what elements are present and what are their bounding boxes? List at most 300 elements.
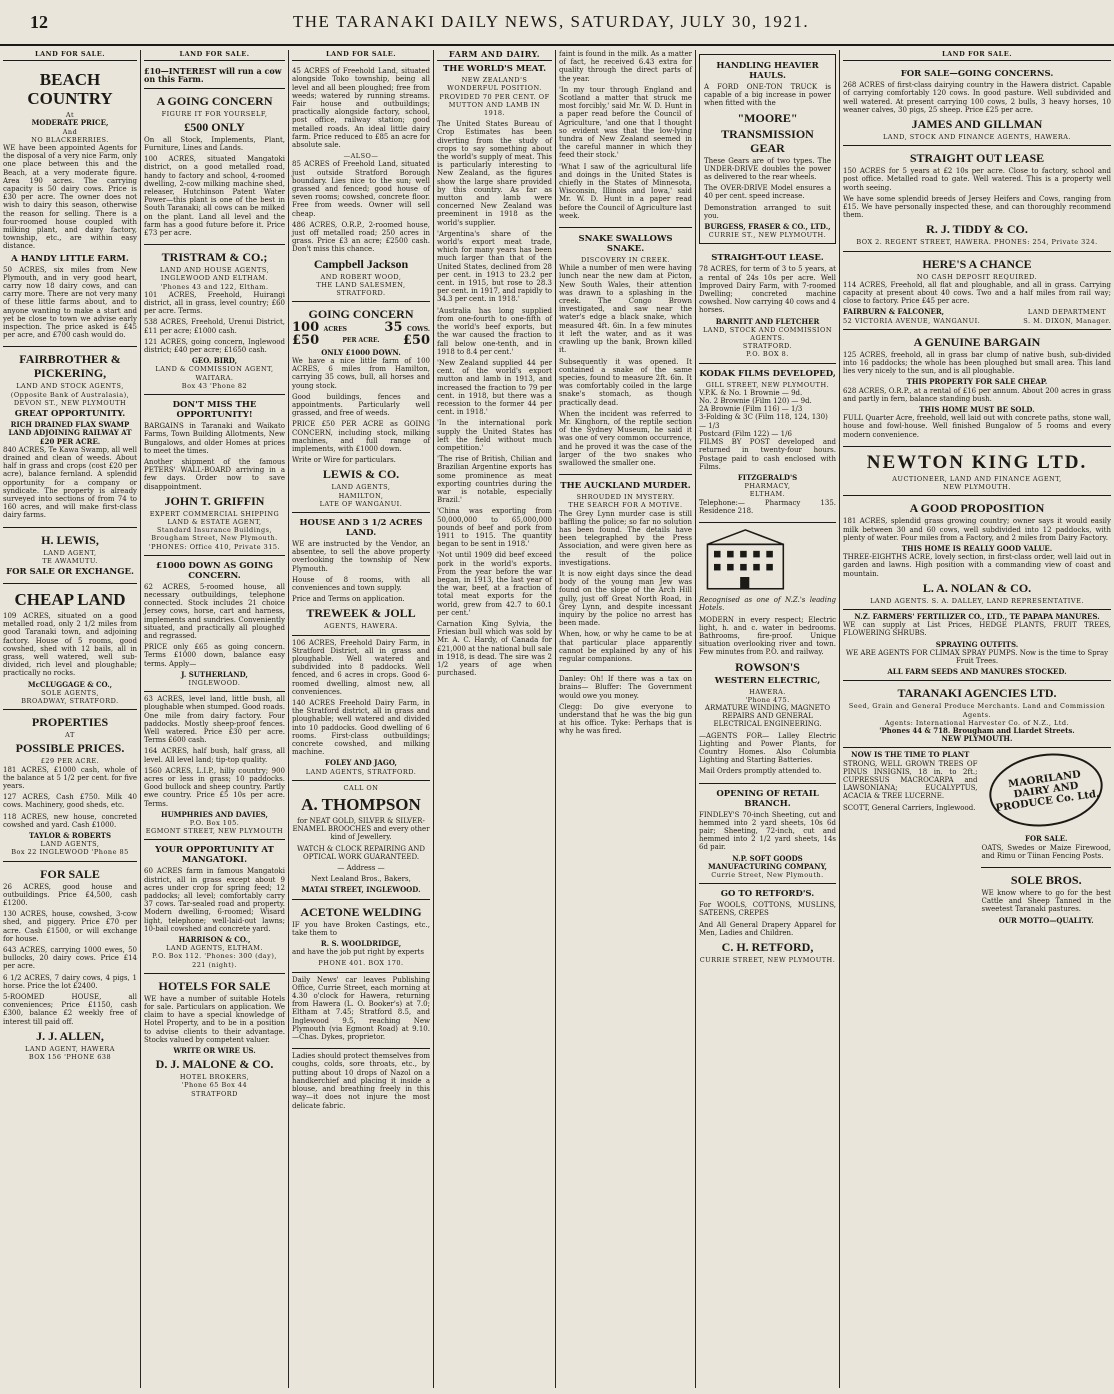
article-subtitle: THE SEARCH FOR A MOTIVE. bbox=[568, 501, 683, 510]
advert-text: STRONG, WELL GROWN TREES OF PINUS INSIGNIS, 18 in. to 2ft.; CUPRESSUS MACROCARPA and LAWSONIANA; EUCALYPTUS, ACACIA & TREE LUCERNE. bbox=[843, 759, 978, 801]
article-title: SNAKE SWALLOWS SNAKE. bbox=[578, 234, 673, 255]
advert-text: 62 ACRES, 5-roomed house, all necessary outbuildings, telephone connected. Stock includes 21 choice Jersey cows, horse, cart and harness, implements and sundries. Conveniently situated, and practically all ploughed and regrassed. bbox=[144, 582, 285, 640]
advert-text: 1560 ACRES, L.I.P., hilly country; 900 acres or less in grass; 10 paddocks. Good bullock and sheep country. Partly ewe country. Price £5 10s per acre. Terms. bbox=[144, 766, 285, 808]
advert-text: On all Stock, Implements, Plant, Furniture, Lines and Lands. bbox=[144, 135, 285, 153]
advert-good-proposition bbox=[843, 496, 1111, 610]
advert-text: Mail Orders promptly attended to. bbox=[699, 767, 822, 776]
advert-title: POSSIBLE PRICES. bbox=[15, 741, 125, 756]
advert-agent: THE LAND SALESMEN, bbox=[316, 280, 406, 289]
advert-for-sale bbox=[3, 862, 137, 1066]
advert-agent: MATAI STREET, INGLEWOOD. bbox=[301, 885, 421, 895]
advert-fertilizer bbox=[843, 610, 1111, 681]
advert-agent: BURGESS, FRASER & CO., LTD., bbox=[704, 222, 831, 232]
advert-right-stack bbox=[981, 748, 1111, 928]
advert-kodak bbox=[699, 364, 836, 523]
advert-sub: 'Phones 43 and 122, Eltham. bbox=[160, 282, 269, 291]
column-7 bbox=[840, 50, 1114, 1388]
advert-title: PROPERTIES bbox=[31, 715, 109, 730]
advert-title: FOR SALE. bbox=[1024, 834, 1068, 844]
article-text: 'In my tour through England and Scotland a matter that struck me most forcibly,' said Mr. W. D. Hunt in a paper read before the Council of Agriculture, 'and one that I thought so evident was that the low-lying tundra of New Zealand seemed in the careful manner in which they feed their stock.' bbox=[559, 85, 692, 160]
article-text: The Grey Lynn murder case is still baffling the police; so far no solution has been found. The details have been telegraphed by the Press Association, and were given here as the result of the police investigations. bbox=[559, 509, 692, 567]
advert-agent: FOLEY AND JAGO, bbox=[325, 758, 397, 768]
price-row: No. 2 Brownie (Film 120) — 9d. bbox=[699, 397, 812, 406]
advert-agent: HAMILTON, bbox=[338, 491, 384, 500]
advert-agent: LAND DEPARTMENT bbox=[1027, 308, 1107, 317]
page-number: 12 bbox=[30, 11, 48, 32]
advert-title: STRAIGHT-OUT LEASE. bbox=[711, 253, 824, 264]
advert-title: FAIRBROTHER & PICKERING, bbox=[19, 352, 121, 381]
advert-title: HERE'S A CHANCE bbox=[922, 256, 1032, 271]
advert-taranaki-agencies bbox=[843, 681, 1111, 748]
advert-title: GOING CONCERN bbox=[308, 307, 414, 322]
advert-agent: OUR MOTTO—QUALITY. bbox=[998, 915, 1094, 925]
price-row: 2A Brownie (Film 116) — 1/3 bbox=[699, 405, 803, 414]
advert-thompson bbox=[292, 781, 430, 900]
advert-agent: CURRIE ST., NEW PLYMOUTH. bbox=[708, 231, 827, 240]
advert-text: For WOOLS, COTTONS, MUSLINS, SATEENS, CREPES bbox=[699, 901, 836, 918]
advert-title: N.Z. FARMERS' FERTILIZER CO., LTD., TE PAPAPA MANURES. bbox=[854, 611, 1100, 621]
advert-title: CHEAP LAND bbox=[14, 589, 126, 609]
advert-hotels bbox=[144, 974, 285, 1102]
advert-sub: LAND AGENT, bbox=[43, 548, 97, 557]
advert-figure-label: COWS. bbox=[407, 326, 430, 334]
advert-agent: NEW PLYMOUTH. bbox=[941, 734, 1013, 744]
advert-agent: Standard Insurance Buildings, Brougham Street, New Plymouth. bbox=[151, 526, 278, 543]
advert-text: FINDLEY'S 70-inch Sheeting, cut and hemmed into 2 yard sheets, 10s 6d pair; Sheeting, 72-inch, cut and hemmed into 2 1/2 yard sheets, 14s 6d pair. bbox=[699, 810, 836, 852]
advert-text: 130 ACRES, house, cowshed, 3-cow shed, and piggery. Price £70 per acre. Cash £1500, or will exchange for house. bbox=[3, 910, 137, 943]
column-header: LAND FOR SALE. bbox=[144, 50, 285, 61]
price-row: Postcard (Film 122) — 1/6 bbox=[699, 429, 792, 438]
advert-text: 125 ACRES, freehold, all in grass bar clump of native bush, sub-divided into 16 paddocks; the whole has been ploughed but small area. This land lies very nicely to the sun, and is all ploughable. bbox=[843, 350, 1111, 376]
advert-text: WE know where to go for the best Cattle and Sheep Tanned in the sweetest Taranaki pastures. bbox=[981, 888, 1111, 914]
advert-text: Demonstration arranged to suit you. bbox=[704, 203, 831, 220]
column-5 bbox=[556, 50, 696, 1388]
advert-sub: NO BLACKBERRIES. bbox=[31, 135, 109, 144]
advert-agent: BOX 2. REGENT STREET, HAWERA. PHONES: 254, Private 324. bbox=[856, 238, 1098, 247]
advert-text: 181 ACRES, £1000 cash, whole of the balance at 5 1/2 per cent. for five years. bbox=[3, 765, 137, 790]
advert-title: £1000 DOWN AS GOING CONCERN. bbox=[156, 560, 273, 581]
advert-agent: Box 43 'Phone 82 bbox=[181, 381, 248, 390]
advert-text: WATCH & CLOCK REPAIRING AND OPTICAL WORK GUARANTEED. bbox=[297, 844, 425, 861]
advert-agent: LAND AGENTS, ELTHAM. bbox=[166, 944, 263, 953]
advert-house-land bbox=[292, 513, 430, 636]
advert-figure: £50 bbox=[402, 333, 430, 349]
advert-text: 140 ACRES Freehold Dairy Farm, in the Stratford district, all in grass and ploughable; well watered and divided into 10 paddocks. Good dwelling of 6 rooms. First-class outbuildings; concrete cowshed, and milking machine. bbox=[292, 698, 430, 757]
advert-agent: Campbell Jackson bbox=[313, 256, 409, 271]
advert-text: Next Lealand Bros., Bakers, bbox=[311, 875, 411, 884]
advert-title: £10—INTEREST will run a cow on this Farm. bbox=[144, 66, 282, 85]
advert-heading: RICH DRAINED FLAX SWAMP LAND ADJOINING RAILWAY AT £20 PER ACRE. bbox=[8, 420, 132, 446]
price-row: V.P.K. & No. 1 Brownie — 9d. bbox=[699, 388, 803, 397]
advert-sub: HAWERA. bbox=[749, 687, 786, 696]
masthead-title: THE TARANAKI DAILY NEWS, SATURDAY, JULY 30, 1921. bbox=[292, 11, 810, 31]
advert-text: IF you have Broken Castings, etc., take them to bbox=[292, 920, 430, 937]
advert-sub: GILL STREET, NEW PLYMOUTH. bbox=[705, 380, 830, 389]
article-text: Subsequently it was opened. It contained a snake of the same species, found to measure 2ft. 6in. It was comfortably coiled in the large snake's stomach, as though practically dead. bbox=[559, 357, 692, 407]
column-header: LAND FOR SALE. bbox=[843, 50, 1111, 61]
advert-heading: SPRAYING OUTFITS. bbox=[935, 639, 1019, 649]
article-text: It is now eight days since the dead body of the young man Jew was found on the slope of the Arch Hill gully, just off Great North Road, in Grey Lynn, and despite incessant inquiry by the police no arrest has been made. bbox=[559, 569, 692, 628]
advert-text: BARGAINS in Taranaki and Waikato Farms, Town Building Allotments, New Bungalows, and older Homes at prices to meet the times. bbox=[144, 422, 285, 455]
advert-agent: WAITARA. bbox=[195, 373, 234, 382]
advert-agent: AGENTS, HAWERA. bbox=[324, 622, 398, 631]
advert-agent: C. H. RETFORD, bbox=[721, 940, 814, 955]
advert-text: Ladies should protect themselves from coughs, colds, sore throats, etc., by putting about 10 drops of Nazol on a handkerchief and placing it inside a blouse, and breathing freely in this way—it does not injure the most delicate fabric. bbox=[292, 1052, 431, 1110]
advert-agent: P.O. Box 105. bbox=[189, 819, 240, 828]
advert-text: WE have a number of suitable Hotels for sale. Particulars on application. We claim to have a special knowledge of Hotel Property, and to be in a position to advise clients to their advantage. Stocks valued by competent valuer. bbox=[144, 994, 285, 1044]
advert-text: 127 ACRES, Cash £750. Milk 40 cows. Machinery, good sheds, etc. bbox=[3, 793, 137, 810]
notice-car-service bbox=[292, 973, 430, 1050]
advert-agent: N.P. SOFT GOODS MANUFACTURING COMPANY, bbox=[708, 853, 827, 871]
logo-text: MAORILAND DAIRY AND PRODUCE Co. Ltd. bbox=[995, 768, 1101, 814]
advert-agent: J. J. ALLEN, bbox=[36, 1028, 104, 1043]
advert-text: We have a nice little farm of 100 ACRES, 6 miles from Hamilton, carrying 35 cows, bull, all horses and young stock. bbox=[292, 356, 430, 390]
article-jokes bbox=[559, 671, 692, 742]
column-1 bbox=[0, 50, 141, 1388]
advert-figure: £50 bbox=[292, 333, 320, 349]
advert-sub: TE AWAMUTU. bbox=[42, 556, 98, 565]
column-3 bbox=[289, 50, 434, 1388]
advert-sole-bros bbox=[981, 868, 1111, 929]
advert-heading: THIS HOME MUST BE SOLD. bbox=[919, 405, 1035, 415]
article-auckland-murder bbox=[559, 475, 692, 671]
advert-title: ROWSON'S bbox=[735, 659, 800, 674]
advert-text: 486 ACRES, O.R.P., 2-roomed house, just off metalled road; 250 acres in grass. Price £3 an acre; £2500 cash. Don't miss this chance. bbox=[292, 220, 430, 254]
advert-heading: THIS HOME IS REALLY GOOD VALUE. bbox=[901, 543, 1053, 553]
advert-agent: 52 VICTORIA AVENUE, WANGANUI. bbox=[843, 316, 981, 325]
advert-text: 60 ACRES farm in famous Mangatoki district, all in grass except about 9 acres under crop for spring feed; 12 paddocks; all level; comfortably carry 37 cows. Tar-sealed road and property. Modern dwelling, 6-roomed; Wisard light, telephone; well-laid-out lawns; 10-bail cowshed and concrete yard. bbox=[144, 867, 285, 933]
advert-heres-a-chance bbox=[843, 252, 1111, 330]
advert-agent: CURRIE STREET, NEW PLYMOUTH. bbox=[699, 956, 836, 965]
masthead bbox=[0, 0, 1114, 46]
advert-agent: FITZGERALD'S bbox=[737, 472, 798, 482]
advert-text: A FORD ONE-TON TRUCK is capable of a big increase in power when fitted with the bbox=[704, 83, 831, 108]
advert-agent: LAND & COMMISSION AGENT, bbox=[155, 365, 274, 374]
advert-agent: FAIRBURN & FALCONER, bbox=[843, 307, 945, 317]
advert-price: £500 ONLY bbox=[184, 119, 245, 134]
advert-agent: Telephone:— Pharmacy 135. Residence 218. bbox=[699, 498, 836, 515]
advert-griffin bbox=[144, 395, 285, 556]
advert-agent: BARNITT AND FLETCHER bbox=[715, 316, 820, 326]
advert-agent: S. M. DIXON, Manager. bbox=[1023, 316, 1111, 325]
advert-agent-row bbox=[843, 308, 1111, 324]
advert-text: FULL Quarter Acre, freehold, well laid out with concrete paths, stone wall, house and fowl-house. Well finished Bungalow of 5 rooms and every modern convenience. bbox=[843, 414, 1111, 439]
article-text: 'China was exporting from 50,000,000 to 65,000,000 pounds of beef and pork from 1911 to 1915. The quantity began to be sent in 1918.' bbox=[437, 507, 552, 549]
advert-text: 109 ACRES, situated on a good metalled road, only 2 1/2 miles from good Taranaki town, and adjoining factory. House of 5 rooms, good cowshed, shed with 12 bails, all in grass, well watered, well sub-divided, rich level and ploughable; practically no rocks. bbox=[3, 611, 137, 678]
advert-sub: (Opposite Bank of Australasia), bbox=[10, 390, 130, 399]
article-text: 'In the international pork supply the United States has left the field without much competition.' bbox=[437, 419, 552, 452]
advert-text: Price and Terms on application. bbox=[292, 595, 405, 604]
advert-title: HANDLING HEAVIER HAULS. bbox=[716, 61, 819, 81]
advert-james-gillman bbox=[843, 64, 1111, 146]
advert-sub: 'Phone 475. bbox=[745, 695, 790, 704]
advert-agent: LAND AGENTS, STRATFORD. bbox=[305, 767, 417, 776]
article-text: When the incident was referred to Mr. Kinghorn, of the reptile section of the Sydney Museum, he said it was one of very common occurrence, and he proved it was the case of the larger of the two snakes who swallowed the smaller one. bbox=[559, 409, 692, 467]
advert-title: H. LEWIS, bbox=[41, 532, 99, 547]
article-text: Carnation King Sylvia, the Friesian bull which was sold by Mr. A. C. Hardy, of Canada for £21,000 at the national bull sale in 1918, is dead. The sire was 2 1/2 years of age when purchased. bbox=[437, 620, 553, 678]
advert-text: 85 ACRES of Freehold Land, situated just outside Stratford Borough boundary. Lies nice to the sun; well grassed and fenced; good house of seven rooms; cowshed, concrete floor. Free from weeds. Owner will sell cheap. bbox=[292, 160, 430, 218]
notice-nazol bbox=[292, 1049, 430, 1116]
advert-tristram bbox=[144, 245, 285, 395]
advert-moore-gear bbox=[699, 54, 836, 244]
advert-sub: NEW PLYMOUTH. bbox=[943, 483, 1011, 492]
advert-sub: AT bbox=[65, 731, 75, 740]
advert-text: 101 ACRES, Freehold, Huirangi district, all in grass, level country; £60 per acre. Terms. bbox=[144, 290, 285, 316]
advert-sub: FIGURE IT FOR YOURSELF, bbox=[161, 109, 268, 118]
advert-campbell-jackson bbox=[292, 64, 430, 302]
advert-heading: FOR SALE OR EXCHANGE. bbox=[6, 566, 134, 577]
maoriland-dairy-logo bbox=[985, 747, 1108, 834]
advert-acetone-welding bbox=[292, 900, 430, 973]
column-4 bbox=[434, 50, 556, 1388]
advert-lewis bbox=[3, 528, 137, 584]
advert-title: HOTELS FOR SALE bbox=[158, 978, 271, 993]
advert-harrison bbox=[144, 840, 285, 973]
advert-figure-label: PER ACRE. bbox=[342, 337, 380, 345]
advert-sub: At bbox=[65, 111, 75, 120]
advert-text: 114 ACRES, Freehold, all flat and ploughable, and all in grass. Carrying capacity at present about 40 cows. Two and a half miles from rail way; close to factory. Price £45 per acre. bbox=[843, 280, 1111, 306]
article-text: The United States Bureau of Crop Estimates has been diverting from the study of crops to say something about the world's supply of meat. This is particularly interesting to New Zealand, as the figures show the large share provided by this country. As far as mutton and lamb were concerned New Zealand was preeminent in 1918 as the world's supplier. bbox=[437, 120, 552, 227]
advert-agent: L. A. NOLAN & CO. bbox=[922, 580, 1032, 595]
advert-title: BEACH COUNTRY bbox=[27, 70, 113, 109]
advert-title: TARANAKI AGENCIES LTD. bbox=[897, 686, 1057, 701]
article-continued bbox=[559, 50, 692, 228]
column-2 bbox=[141, 50, 289, 1388]
advert-text: ARMATURE WINDING, MAGNETO REPAIRS AND GENERAL ELECTRICAL ENGINEERING. bbox=[704, 703, 831, 729]
advert-text: 118 ACRES, new house, concreted cowshed and yard. Cash £1000. bbox=[3, 812, 137, 829]
advert-figure: 35 bbox=[384, 320, 403, 336]
column-6 bbox=[696, 50, 840, 1388]
advert-humphries bbox=[144, 692, 285, 840]
advert-text: And All General Drapery Apparel for Men, Ladies and Children. bbox=[699, 920, 836, 937]
advert-newton-king bbox=[843, 447, 1111, 496]
advert-text: 840 ACRES, Te Kawa Swamp, all well drained and clean of weeds. About half in grass and crops (cost £20 per acre), balance fernland. A splendid opportunity for a company or syndicate. The property is already surveyed into sections of from 74 to 160 acres, and will make first-class dairy farms. bbox=[3, 445, 137, 520]
advert-text: These Gears are of two types. The UNDER-DRIVE doubles the power as delivered to the rear wheels. bbox=[704, 156, 831, 182]
advert-going-concern bbox=[144, 89, 285, 246]
advert-agent: EGMONT STREET, NEW PLYMOUTH bbox=[145, 827, 284, 836]
advert-title: HOUSE AND 3 1/2 ACRES LAND. bbox=[299, 517, 423, 538]
advert-text: 6 1/2 ACRES, 7 dairy cows, 4 pigs, 1 horse. Price the lot £2400. bbox=[3, 973, 137, 990]
advert-sub: WRITE OR WIRE US. bbox=[173, 1046, 256, 1056]
advert-text: OATS, Swedes or Maize Firewood, and Rimu or Tiinan Fencing Posts. bbox=[981, 843, 1111, 860]
article-text: 'New Zealand supplied 44 per cent. of the world's export mutton and lamb in 1913, and increased the fraction to 79 per cent. in 1918, but there was a recession to the former 44 per cent. in 1918.' bbox=[437, 358, 552, 417]
article-text: Danley: Oh! If there was a tax on brains— Bluffer: The Government would owe you money. bbox=[559, 675, 692, 700]
advert-sub: —ALSO— bbox=[343, 152, 379, 161]
advert-text: FILMS BY POST developed and returned in twenty-four hours. Postage paid to cash enclosed with Films. bbox=[699, 438, 836, 471]
advert-hotel-electric bbox=[699, 523, 836, 784]
advert-straight-out-lease bbox=[699, 248, 836, 363]
advert-text: 643 ACRES, carrying 1000 ewes, 50 bullocks, 20 dairy cows. Price £14 per acre. bbox=[3, 946, 137, 971]
advert-text: — Address — bbox=[337, 864, 385, 873]
advert-text: WE ARE AGENTS FOR CLIMAX SPRAY PUMPS. Now is the time to Spray Fruit Trees. bbox=[845, 648, 1109, 665]
advert-title: YOUR OPPORTUNITY AT MANGATOKI. bbox=[155, 845, 274, 866]
advert-agent: P.O. BOX 8. bbox=[746, 350, 789, 359]
advert-agent: LAND AGENTS, bbox=[40, 840, 100, 849]
advert-heading: THIS PROPERTY FOR SALE CHEAP. bbox=[906, 377, 1048, 387]
advert-text: 164 ACRES, half bush, half grass, all level. All level land; tip-top quality. bbox=[144, 747, 285, 764]
advert-text: 26 ACRES, good house and outbuildings. Price £4,500, cash £1200. bbox=[3, 882, 137, 908]
advert-sub: CALL ON bbox=[343, 783, 379, 792]
advert-agent: 'PHONES: Office 410, Private 315. bbox=[148, 542, 281, 551]
advert-agent: LAND AGENTS, bbox=[331, 483, 391, 492]
article-text: 'Australia has long supplied from one-fourth to one-fifth of the world's beef exports, but the war caused the fraction to fall below one-tenth, and in 1918 to 8.4 per cent.' bbox=[437, 306, 552, 356]
article-text: faint is found in the milk. As a matter of fact, he received 6.43 extra for quality through the direct parts of the year. bbox=[559, 50, 692, 83]
advert-agent: LAND, STOCK AND FINANCE AGENTS, HAWERA. bbox=[882, 133, 1072, 142]
advert-title: TRISTRAM & CO.; bbox=[161, 250, 268, 265]
advert-agent: EXPERT COMMERCIAL SHIPPING LAND & ESTATE AGENT, bbox=[149, 509, 280, 526]
advert-agent: AND ROBERT WOOD, bbox=[320, 272, 402, 281]
advert-sub: ONLY £1000 DOWN. bbox=[321, 347, 401, 357]
article-text: 'Argentina's share of the world's export meat trade, which for many years has been much larger than that of the United States, declined from 28 per cent. in 1913 to 23.2 per cent. in 1915, but rose to 28.3 per cent. in 1917, and rapidly to 34.3 per cent. in 1918.' bbox=[437, 229, 552, 304]
advert-text: Daily News' car leaves Publishing Office, Currie Street, each morning at 4.30 o'clock for Hawera, returning from Hawera (L. O. Booker's) at 7.0; Eltham at 7.45; Stratford 8.5, and Inglewood 9.5, reaching New Plymouth (via Egmont Road) at 9.10.—Chas. Dykes, proprietor. bbox=[292, 975, 430, 1042]
advert-agent: JOHN T. GRIFFIN bbox=[164, 493, 265, 508]
advert-text: WE are instructed by the Vendor, an absentee, to sell the above property overlooking the township of New Plymouth. bbox=[292, 539, 430, 573]
advert-retail-branch bbox=[699, 784, 836, 885]
advert-fairbrother bbox=[3, 347, 137, 527]
article-subtitle: DISCOVERY IN CREEK. bbox=[580, 256, 670, 265]
article-text: 'What I saw of the agricultural life and doings in the United States is chiefly in the States of Minnesota, Wisconsin, Illinois and Iowa,' said Mr. W. D. Hunt in a paper read before the Council of Agriculture last week. bbox=[559, 162, 692, 220]
advert-title: TRANSMISSION GEAR bbox=[721, 126, 814, 155]
column-header: LAND FOR SALE. bbox=[3, 50, 137, 61]
price-list bbox=[699, 389, 836, 438]
advert-text: 121 ACRES, going concern, Inglewood district; £40 per acre; £1650 cash. bbox=[144, 337, 285, 355]
advert-sub: DEVON ST., NEW PLYMOUTH bbox=[13, 398, 127, 407]
advert-agent: HARRISON & CO., bbox=[178, 935, 251, 945]
advert-title: NEWTON KING LTD. bbox=[866, 451, 1088, 473]
advert-title: A GOOD PROPOSITION bbox=[909, 501, 1045, 516]
article-text: 'Not until 1909 did beef exceed pork in the world's exports. From the year before the war began, in 1913, the last year of the war, beef, at a fraction of total meat exports for the world, grew from 42.7 to 60.1 per cent.' bbox=[437, 551, 552, 617]
advert-interest bbox=[144, 64, 285, 88]
advert-agent: LATE OF WANGANUI. bbox=[319, 499, 403, 508]
advert-heading: GREAT OPPORTUNITY. bbox=[14, 409, 126, 420]
advert-agent: BROADWAY, STRATFORD. bbox=[21, 696, 119, 705]
advert-text: 63 ACRES, level land, little bush, all ploughable when stumped. Good roads. One mile from dairy factory. Four paddocks. Mostly sheep-proof fences. Well watered. Price £30 per acre. Terms £600 cash. bbox=[144, 695, 285, 745]
article-title: THE WORLD'S MEAT. bbox=[442, 64, 547, 75]
advert-agent: JAMES AND GILLMAN bbox=[911, 117, 1043, 132]
advert-sub: £29 PER ACRE. bbox=[40, 757, 100, 766]
advert-firewood bbox=[981, 832, 1111, 868]
advert-agent: PHONE 401. BOX 170. bbox=[318, 959, 404, 968]
advert-sub: NO CASH DEPOSIT REQUIRED. bbox=[916, 272, 1038, 281]
advert-sub: LAND AND STOCK AGENTS, bbox=[16, 382, 124, 391]
advert-beach-country bbox=[3, 64, 137, 347]
advert-text: 5-ROOMED HOUSE, all conveniences; Price £1150, cash £300, balance £2 weekly free of interest till paid off. bbox=[3, 993, 137, 1026]
advert-text: 150 ACRES for 5 years at £2 10s per acre. Close to factory, school and post office. Metalled road to gate. Well watered. This is a property well worth seeing. bbox=[843, 167, 1111, 192]
advert-text: SCOTT, General Carriers, Inglewood. bbox=[843, 803, 976, 812]
advert-text: Good buildings, fences and appointments. Particularly well grassed, and free of weeds. bbox=[292, 392, 430, 418]
advert-agent: SOLE AGENTS, bbox=[41, 688, 99, 697]
advert-title: FOR SALE—GOING CONCERNS. bbox=[900, 69, 1054, 80]
advert-agent: STRATFORD bbox=[191, 1089, 238, 1098]
advert-text: 50 ACRES, six miles from New Plymouth, and in very good heart, carry now 18 dairy cows, and can carry more. There are not very many of these little farms about, and to anyone wanting to make a start and yet be close to town we advise early inspection. The price asked is £45 per acre, and £700 cash would do. bbox=[3, 265, 137, 340]
advert-text: THREE-EIGHTHS ACRE, lovely section, in first-class order, well laid out in garden and lawns. High position with a commanding view of coast and mountain. bbox=[843, 553, 1111, 578]
advert-figure-label: ACRES bbox=[323, 326, 347, 334]
column-header: FARM AND DAIRY. bbox=[437, 50, 552, 61]
advert-text: 45 ACRES of Freehold Land, situated alongside Toko township, being all level and all been ploughed; free from weeds; watered by running streams. Fair house and outbuildings; practically alongside factory, school, post office, railway station; good metalled roads. An ideal little dairy farm. Price reduced to £85 an acre for absolute sale. bbox=[292, 67, 430, 150]
article-subtitle: PROVIDED 70 PER CENT. OF MUTTON AND LAMB IN 1918. bbox=[439, 92, 550, 118]
advert-text: MODERN in every respect; Electric light, h. and c. water in bedrooms. Bathrooms, fire-proof. Unique situation overlooking river and town. Few minutes from P.O. and railway. bbox=[699, 615, 836, 657]
advert-text: PRICE £50 PER ACRE as GOING CONCERN, including stock, milking machines, and full range of implements, with £1000 down. bbox=[292, 420, 430, 453]
advert-agent: P.O. Box 112. 'Phones: 300 (day), 221 (night). bbox=[152, 952, 277, 969]
advert-agent: ELTHAM. bbox=[749, 490, 786, 499]
advert-agent: Box 22 INGLEWOOD 'Phone 85 bbox=[11, 848, 129, 857]
article-snake bbox=[559, 228, 692, 475]
advert-title: A. THOMPSON bbox=[301, 795, 421, 815]
article-title: THE AUCKLAND MURDER. bbox=[560, 481, 691, 492]
advert-text: Write or Wire for particulars. bbox=[292, 456, 396, 465]
article-subtitle: SHROUDED IN MYSTERY. bbox=[576, 493, 675, 502]
advert-text: for NEAT GOLD, SILVER & SILVER-ENAMEL BROOCHES and every other kind of Jewellery. bbox=[292, 817, 430, 842]
advert-going-concern-hamilton bbox=[292, 302, 430, 513]
advert-cheap-land bbox=[3, 584, 137, 710]
advert-sub: Seed, Grain and General Produce Merchants. Land and Commission Agents. bbox=[848, 702, 1106, 719]
advert-agent: TAYLOR & ROBERTS bbox=[28, 831, 112, 840]
advert-title: A GENUINE BARGAIN bbox=[913, 334, 1041, 349]
advert-agent: STRATFORD. bbox=[336, 289, 386, 298]
advert-agent: LAND AGENTS. S. A. DALLEY, LAND REPRESENTATIVE. bbox=[870, 596, 1084, 605]
advert-agent: TREWEEK & JOLL bbox=[306, 606, 416, 621]
article-text: Clegg: Do give everyone to understand that he was the big gun at his office. Tyke: Perhaps that is why he was fired. bbox=[559, 702, 692, 736]
advert-agent: GEO. BIRD, bbox=[191, 356, 238, 366]
advert-agent: D. J. MALONE & CO. bbox=[155, 1057, 274, 1072]
article-worlds-meat bbox=[437, 64, 552, 677]
advert-sub: Agents: International Harvester Co. of N.Z., Ltd. bbox=[884, 718, 1070, 727]
hotel-illustration bbox=[699, 526, 831, 594]
advert-agent: LEWIS & CO. bbox=[322, 467, 400, 482]
advert-figures bbox=[292, 333, 430, 349]
advert-text: Recognised as one of N.Z.'s leading Hotels. bbox=[699, 596, 836, 613]
advert-foley-jago bbox=[292, 636, 430, 781]
advert-title: OPENING OF RETAIL BRANCH. bbox=[716, 788, 819, 809]
column-header: LAND FOR SALE. bbox=[292, 50, 430, 61]
advert-title: DON'T MISS THE OPPORTUNITY! bbox=[172, 400, 257, 421]
advert-title: "MOORE" bbox=[737, 110, 798, 125]
advert-title: FOR SALE bbox=[40, 866, 100, 881]
article-text: While a number of men were having lunch near the new dam at Picton, New South Wales, their attention was drawn to a splashing in the creek. The Congo Brown investigated, and saw near the water's edge a black snake, which measured 4ft. 6in. In a few minutes it left the water, and as it was crawling up the bank, Brown killed it. bbox=[559, 264, 692, 355]
advert-retford bbox=[699, 884, 836, 968]
advert-text: WE can supply at List Prices, HEDGE PLANTS, FRUIT TREES, FLOWERING SHRUBS. bbox=[843, 621, 1111, 638]
advert-sub: AUCTIONEER, LAND AND FINANCE AGENT, bbox=[892, 474, 1062, 483]
advert-time-to-plant bbox=[843, 748, 977, 928]
advert-agent: HOTEL BROKERS, bbox=[179, 1073, 250, 1082]
advert-agent: PHARMACY, bbox=[744, 482, 791, 491]
advert-sub: MODERATE PRICE, bbox=[31, 118, 109, 128]
advert-text: 628 ACRES, O.R.P., at a rental of £16 per annum. About 200 acres in grass and partly in fern, balance standing bush. bbox=[843, 386, 1111, 403]
advert-text: 181 ACRES, splendid grass growing country; owner says it would easily milk between 30 and 60 cows, well subdivided into 12 paddocks, with plenty of water. Four miles from a Factory, and 2 miles from Dairy Factory. bbox=[843, 517, 1111, 542]
advert-agent: R. S. WOOLDRIDGE, bbox=[320, 939, 402, 949]
advert-title: GO TO RETFORD'S. bbox=[720, 889, 815, 900]
advert-agent: INGLEWOOD. bbox=[188, 678, 241, 687]
advert-text: ALL FARM SEEDS AND MANURES STOCKED. bbox=[887, 667, 1067, 677]
advert-text: House of 8 rooms, with all conveniences and town supply. bbox=[292, 575, 430, 592]
article-text: When, how, or why he came to be at that particular place apparently cannot be explained by any of his regular companions. bbox=[559, 630, 692, 663]
advert-agent: HUMPHRIES AND DAVIES, bbox=[161, 809, 268, 819]
advert-text: —AGENTS FOR— Lalley Electric Lighting and Power Plants, for Country Homes. Also Columbia Lighting and Starting Batteries. bbox=[699, 731, 836, 765]
article-subtitle: NEW ZEALAND'S WONDERFUL POSITION. bbox=[447, 76, 542, 93]
advert-sub: LAND AND HOUSE AGENTS, bbox=[159, 266, 270, 275]
advert-agent: J. SUTHERLAND, bbox=[181, 669, 248, 679]
advert-sutherland bbox=[144, 556, 285, 692]
advert-row-bottom bbox=[843, 748, 1111, 928]
advert-title: ACETONE WELDING bbox=[300, 904, 422, 919]
article-text: 'The rise of British, Chilian and Brazilian Argentine exports has some prominence as meat exporting countries during the war is notable, especially Brazil.' bbox=[437, 455, 552, 505]
advert-heading: A HANDY LITTLE FARM. bbox=[11, 253, 129, 264]
advert-text: Another shipment of the famous PETERS' WALL-BOARD arriving in a few days. Order now to save disappointment. bbox=[144, 457, 285, 491]
advert-agent: SOLE BROS. bbox=[1010, 872, 1082, 887]
advert-text: 106 ACRES, Freehold Dairy Farm, in Stratford District, all in grass and ploughable. Well watered and subdivided into 8 paddocks. Well fenced, and 6 acres in crops. Good 6-roomed dwelling, almost new, all conveniences. bbox=[292, 638, 430, 696]
advert-tiddy bbox=[843, 146, 1111, 251]
price-row: 3-Folding & 3C (Film 118, 124, 130) — 1/3 bbox=[699, 413, 828, 430]
